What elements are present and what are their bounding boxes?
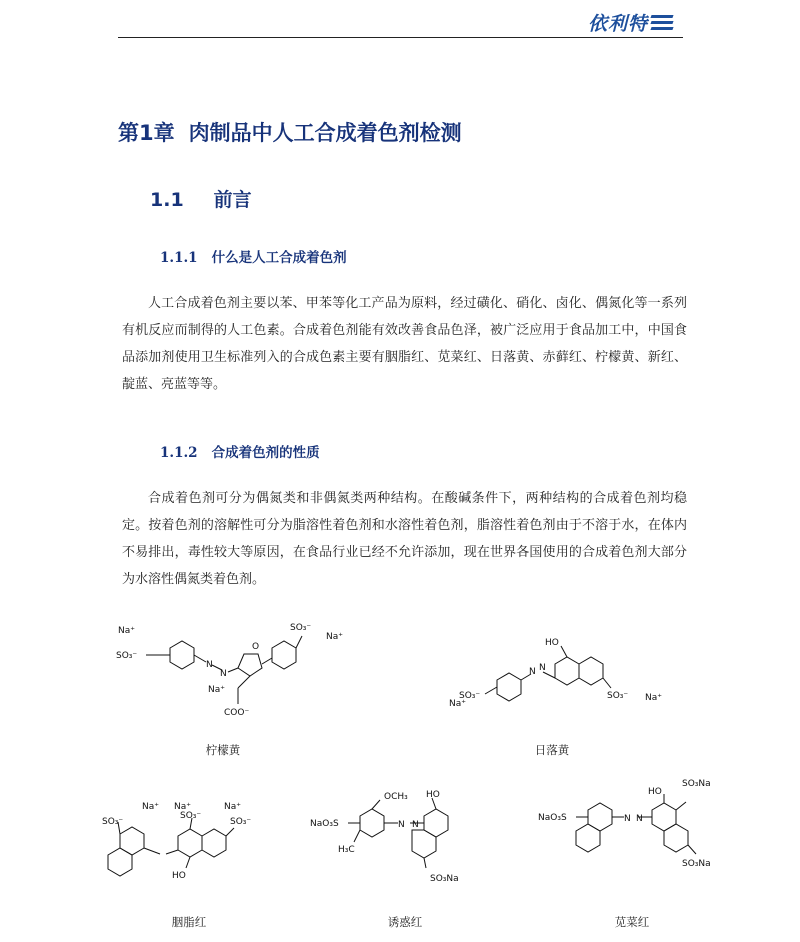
label: N <box>206 660 213 670</box>
label: Na⁺ <box>326 632 343 642</box>
amaranth-diagram <box>536 774 736 894</box>
label: NaO₃S <box>310 819 339 829</box>
label: Na⁺ <box>208 685 225 695</box>
label: HO <box>172 871 186 881</box>
tartrazine-diagram <box>112 618 372 723</box>
structure-caption: 诱惑红 <box>387 915 423 929</box>
label: Na⁺ <box>645 693 662 703</box>
structure-ponceau-4r <box>98 794 278 894</box>
label: SO₃⁻ <box>230 817 252 827</box>
chapter-title-text: 肉制品中人工合成着色剂检测 <box>188 121 462 145</box>
structure-allura-red <box>308 786 508 896</box>
label: Na⁺ <box>142 802 159 812</box>
label: N <box>636 814 643 824</box>
label: H₃C <box>338 845 355 855</box>
allura-red-diagram <box>308 786 508 896</box>
label: N <box>624 814 631 824</box>
label: Na⁺ <box>118 626 135 636</box>
label: SO₃Na <box>682 859 711 869</box>
label: NaO₃S <box>538 813 567 823</box>
label: N <box>220 669 227 679</box>
label: SO₃⁻ <box>290 623 312 633</box>
subsection-number: 1.1.2 <box>160 445 198 461</box>
label: SO₃Na <box>682 779 711 789</box>
header-divider <box>118 37 683 38</box>
structure-tartrazine <box>112 618 372 723</box>
section-title-text: 前言 <box>213 189 252 211</box>
label: COO⁻ <box>224 708 250 718</box>
chapter-number: 第1章 <box>118 121 175 145</box>
label: SO₃⁻ <box>102 817 124 827</box>
label: N <box>412 820 419 830</box>
label: Na⁺ <box>174 802 191 812</box>
label: O <box>252 642 260 652</box>
label: Na⁺ <box>224 802 241 812</box>
label: SO₃Na <box>430 874 459 884</box>
structure-caption: 日落黄 <box>534 743 570 757</box>
label: SO₃⁻ <box>116 651 138 661</box>
label: N <box>539 663 546 673</box>
label: HO <box>426 790 440 800</box>
label: N <box>529 667 536 677</box>
label: SO₃⁻ <box>607 691 629 701</box>
subsection-title-text: 合成着色剂的性质 <box>211 445 320 461</box>
paragraph: 合成着色剂可分为偶氮类和非偶氮类两种结构。在酸碱条件下，两种结构的合成着色剂均稳定。按着色剂的溶解性可分为脂溶性着色剂和水溶性着色剂，脂溶性着色剂由于不溶于水，在体内不易排出，毒性较大等原因，在食品行业已经不允许添加，现在世界各国使用的合成着色剂大部分为水溶性偶氮类着色剂。 <box>122 491 687 587</box>
label: N <box>398 820 405 830</box>
label: Na⁺ <box>449 699 466 709</box>
subsection-title-text: 什么是人工合成着色剂 <box>211 250 347 266</box>
label: HO <box>648 787 662 797</box>
structure-caption: 胭脂红 <box>171 915 207 929</box>
structure-sunset-yellow <box>445 636 685 721</box>
structure-caption: 柠檬黄 <box>205 743 241 757</box>
chapter-title <box>118 117 462 147</box>
label: SO₃⁻ <box>459 691 481 701</box>
ponceau-4r-diagram <box>98 794 278 894</box>
structure-amaranth <box>536 774 736 894</box>
label: HO <box>545 638 559 648</box>
label: OCH₃ <box>384 792 408 802</box>
subsection-title <box>160 246 347 266</box>
label: SO₃⁻ <box>180 811 202 821</box>
section-number: 1.1 <box>150 189 184 211</box>
brand-logo <box>588 9 673 36</box>
logo-text: 依利特 <box>588 13 649 35</box>
section-title <box>150 185 252 212</box>
subsection-number: 1.1.1 <box>160 250 198 266</box>
paragraph: 人工合成着色剂主要以苯、甲苯等化工产品为原料，经过磺化、硝化、卤化、偶氮化等一系列有机反应而制得的人工色素。合成着色剂能有效改善食品色泽，被广泛应用于食品加工中，中国食品添加剂使用卫生标准列入的合成色素主要有胭脂红、苋菜红、日落黄、赤藓红、柠檬黄、新红、靛蓝、亮蓝等等。 <box>122 296 687 392</box>
logo-mark-icon <box>651 15 673 30</box>
sunset-yellow-diagram <box>445 636 685 721</box>
subsection-title <box>160 441 320 461</box>
structure-caption: 苋菜红 <box>614 915 650 929</box>
